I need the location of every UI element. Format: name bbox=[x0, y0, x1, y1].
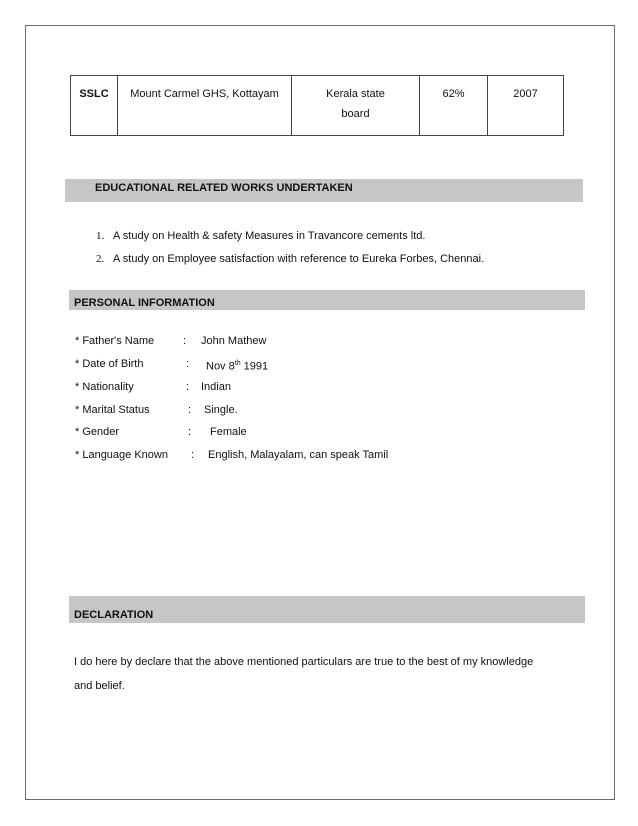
marital-status-value: Single. bbox=[204, 404, 238, 416]
field-separator: : bbox=[188, 404, 192, 416]
field-separator: : bbox=[191, 449, 195, 461]
board-cell: Kerala state board bbox=[292, 76, 420, 136]
languages-value: English, Malayalam, can speak Tamil bbox=[208, 449, 389, 461]
date-of-birth-value: Nov 8th 1991 bbox=[206, 360, 269, 373]
institution-cell: Mount Carmel GHS, Kottayam bbox=[118, 76, 292, 136]
works-section-title: EDUCATIONAL RELATED WORKS UNDERTAKEN bbox=[95, 182, 353, 194]
field-label: * Father's Name bbox=[75, 335, 155, 347]
fathers-name-value: John Mathew bbox=[201, 335, 267, 347]
declaration-text-line2: and belief. bbox=[74, 680, 125, 692]
education-table bbox=[70, 75, 564, 136]
list-item-number: 1. bbox=[96, 230, 105, 242]
personal-section-title: PERSONAL INFORMATION bbox=[74, 297, 215, 309]
field-label: * Gender bbox=[75, 426, 120, 438]
gender-value: Female bbox=[210, 426, 247, 438]
field-label: * Nationality bbox=[75, 381, 134, 393]
table-row bbox=[71, 76, 564, 136]
field-label: * Language Known bbox=[75, 449, 168, 461]
declaration-section-title: DECLARATION bbox=[74, 609, 154, 621]
nationality-value: Indian bbox=[201, 381, 231, 393]
qualification-cell: SSLC bbox=[71, 76, 118, 136]
list-item-number: 2. bbox=[96, 253, 105, 265]
field-separator: : bbox=[188, 426, 192, 438]
field-separator: : bbox=[183, 335, 187, 347]
field-separator: : bbox=[186, 358, 190, 370]
list-item: A study on Employee satisfaction with reference to Eureka Forbes, Chennai. bbox=[113, 253, 485, 265]
field-label: * Marital Status bbox=[75, 404, 150, 416]
percentage-cell: 62% bbox=[420, 76, 488, 136]
page-border bbox=[25, 25, 615, 800]
list-item: A study on Health & safety Measures in Travancore cements ltd. bbox=[113, 230, 426, 242]
declaration-text-line1: I do here by declare that the above mentioned particulars are true to the best of my knowledge bbox=[74, 656, 534, 668]
year-cell: 2007 bbox=[488, 76, 564, 136]
field-separator: : bbox=[186, 381, 190, 393]
field-label: * Date of Birth bbox=[75, 358, 144, 370]
